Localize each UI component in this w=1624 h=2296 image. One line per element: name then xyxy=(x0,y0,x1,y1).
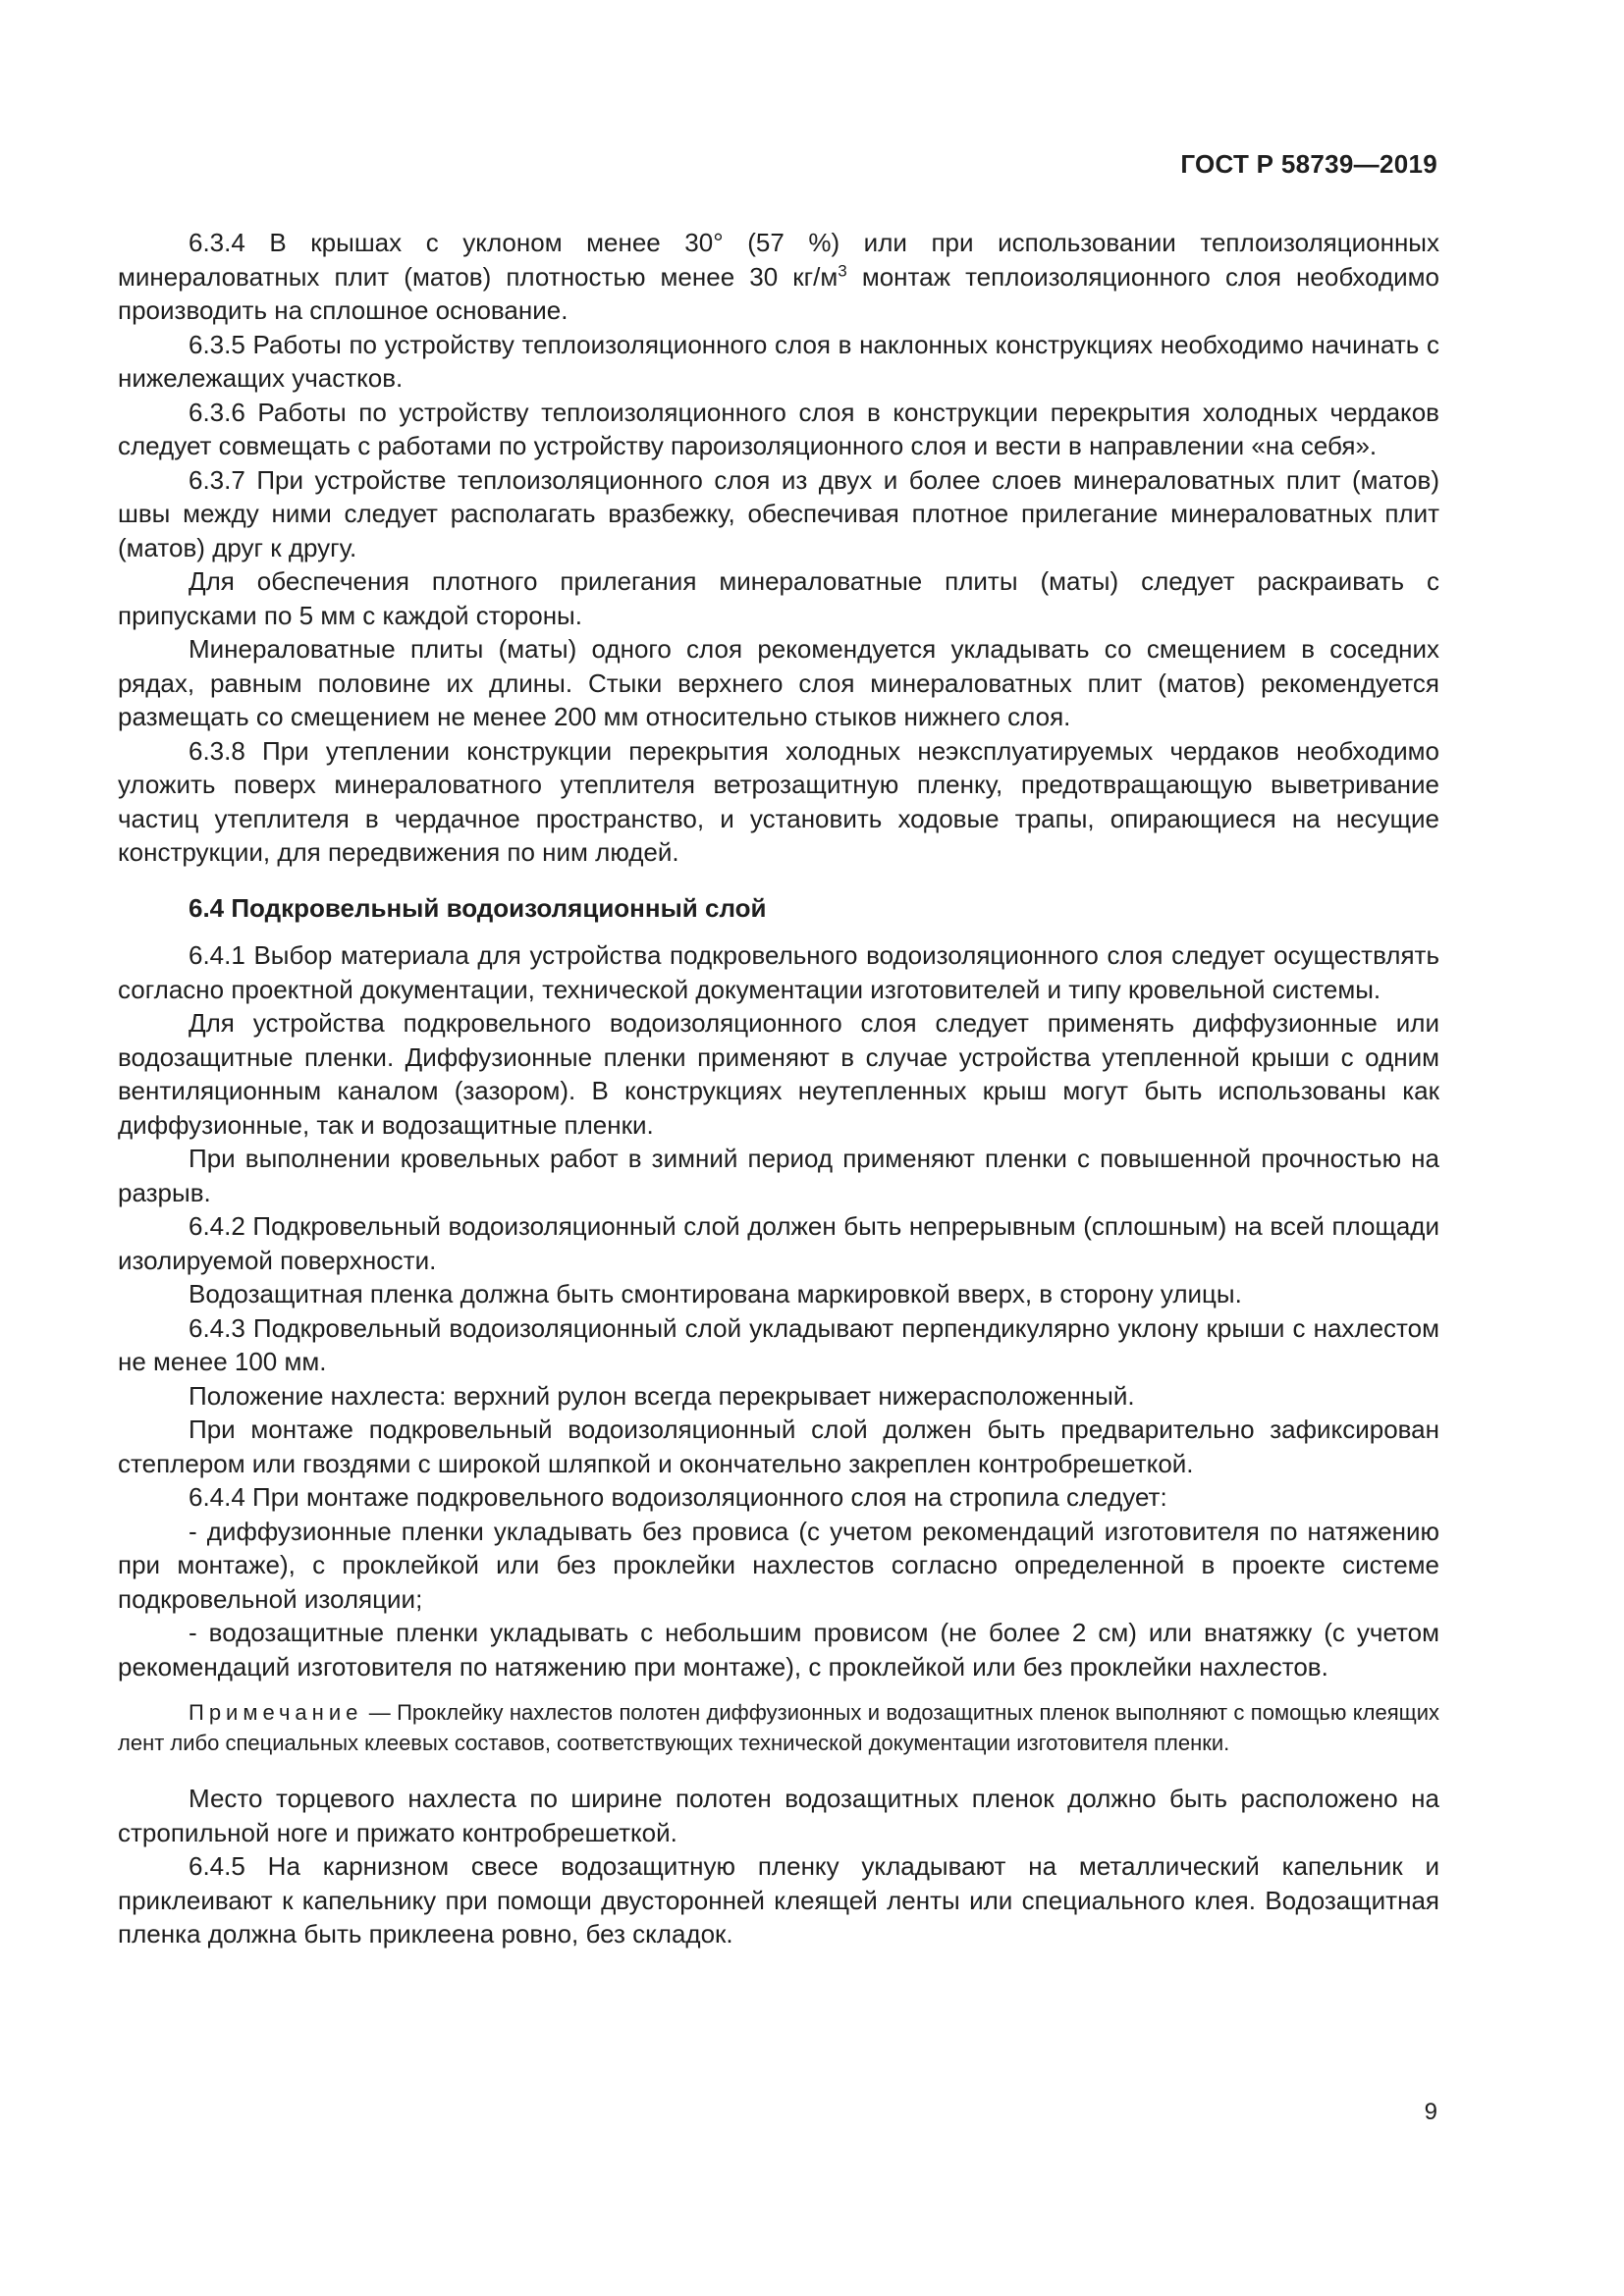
paragraph-6-3-7-offset: Минераловатные плиты (маты) одного слоя рекомендуется укладывать со смещением в соседних рядах, равным половине их длины. Стыки верхнего слоя минераловатных плит (матов) рекомендуется размещать со смещением не менее 200 мм относительно стыков нижнего слоя. xyxy=(118,634,1439,731)
paragraph-6-4-1: 6.4.1 Выбор материала для устройства подкровельного водоизоляционного слоя следует осуществлять согласно проектной документации, технической документации изготовителей и типу кровельной системы. xyxy=(118,940,1439,1004)
superscript-3: 3 xyxy=(838,260,847,280)
paragraph-6-4-4-end-overlap: Место торцевого нахлеста по ширине полотен водозащитных пленок должно быть расположено на стропильной ноге и прижато контробрешеткой. xyxy=(118,1784,1439,1847)
paragraph-6-3-7-fit: Для обеспечения плотного прилегания минераловатные плиты (маты) следует раскраивать с припусками по 5 мм с каждой стороны. xyxy=(118,566,1439,630)
paragraph-6-3-4 xyxy=(118,226,1439,328)
note-text: — Проклейку нахлестов полотен диффузионных и водозащитных пленок выполняют с помощью клеящих лент либо специальных клеевых составов, соответствующих технической документации изготовителя пленки. xyxy=(118,1700,1439,1755)
document-body xyxy=(118,226,1439,1951)
paragraph-6-4-4: 6.4.4 При монтаже подкровельного водоизоляционного слоя на стропила следует: xyxy=(189,1482,1167,1512)
note xyxy=(118,1697,1439,1758)
paragraph-6-3-6: 6.3.6 Работы по устройству теплоизоляционного слоя в конструкции перекрытия холодных чердаков следует совмещать с работами по устройству пароизоляционного слоя и вести в направлении «на себя». xyxy=(118,397,1439,460)
paragraph-6-4-2: 6.4.2 Подкровельный водоизоляционный слой должен быть непрерывным (сплошным) на всей площади изолируемой поверхности. xyxy=(118,1211,1439,1275)
document-code: ГОСТ Р 58739—2019 xyxy=(1180,149,1437,179)
paragraph-6-4-1-winter: При выполнении кровельных работ в зимний период применяют пленки с повышенной прочностью на разрыв. xyxy=(118,1144,1439,1207)
paragraph-6-4-2-marking: Водозащитная пленка должна быть смонтирована маркировкой вверх, в сторону улицы. xyxy=(189,1279,1242,1308)
paragraph-6-3-5: 6.3.5 Работы по устройству теплоизоляционного слоя в наклонных конструкциях необходимо начинать с нижележащих участков. xyxy=(118,329,1439,393)
note-label: Примечание xyxy=(189,1700,363,1725)
paragraph-6-4-1-films: Для устройства подкровельного водоизоляционного слоя следует применять диффузионные или водозащитные пленки. Диффузионные пленки применяют в случае устройства утепленной крыши с одним вентиляционным каналом (зазором). В конструкциях неутепленных крыш могут быть использованы как диффузионные, так и водозащитные пленки. xyxy=(118,1008,1439,1140)
paragraph-6-4-3-fixing: При монтаже подкровельный водоизоляционный слой должен быть предварительно зафиксирован степлером или гвоздями с широкой шляпкой и окончательно закреплен контробрешеткой. xyxy=(118,1415,1439,1478)
section-heading-6-4: 6.4 Подкровельный водоизоляционный слой xyxy=(189,892,767,923)
paragraph-6-3-4-text-a: 6.3.4 В крышах с уклоном менее 30° (57 %) или при использовании теплоизоляционных минераловатных плит (матов) плотностью менее 30 кг/м xyxy=(118,228,1439,292)
paragraph-6-4-5: 6.4.5 На карнизном свесе водозащитную пленку укладывают на металлический капельник и приклеивают к капельнику при помощи двусторонней клеящей ленты или специального клея. Водозащитная пленка должна быть приклеена ровно, без складок. xyxy=(118,1851,1439,1949)
paragraph-6-3-7: 6.3.7 При устройстве теплоизоляционного слоя из двух и более слоев минераловатных плит (матов) швы между ними следует располагать вразбежку, обеспечивая плотное прилегание минераловатных плит (матов) друг к другу. xyxy=(118,464,1439,562)
paragraph-6-3-4-text-b: монтаж теплоизоляционного слоя необходимо производить на сплошное основание. xyxy=(118,261,1439,325)
list-item-waterproof-films: - водозащитные пленки укладывать с небольшим провисом (не более 2 см) или внатяжку (с учетом рекомендаций изготовителя по натяжению при монтаже), с проклейкой или без проклейки нахлестов. xyxy=(118,1618,1439,1682)
paragraph-6-3-8: 6.3.8 При утеплении конструкции перекрытия холодных неэксплуатируемых чердаков необходимо уложить поверх минераловатного утеплителя ветрозащитную пленку, предотвращающую выветривание частиц утеплителя в чердачное пространство, и установить ходовые трапы, опирающиеся на несущие конструкции, для передвижения по ним людей. xyxy=(118,735,1439,867)
paragraph-6-4-3: 6.4.3 Подкровельный водоизоляционный слой укладывают перпендикулярно уклону крыши с нахлестом не менее 100 мм. xyxy=(118,1312,1439,1376)
paragraph-6-4-3-overlap: Положение нахлеста: верхний рулон всегда перекрывает нижерасположенный. xyxy=(189,1380,1135,1411)
page-number: 9 xyxy=(1424,2099,1437,2125)
list-item-diffusion-films: - диффузионные пленки укладывать без провиса (с учетом рекомендаций изготовителя по натяжению при монтаже), с проклейкой или без проклейки нахлестов согласно определенной в проекте системе подкровельной изоляции; xyxy=(118,1516,1439,1614)
